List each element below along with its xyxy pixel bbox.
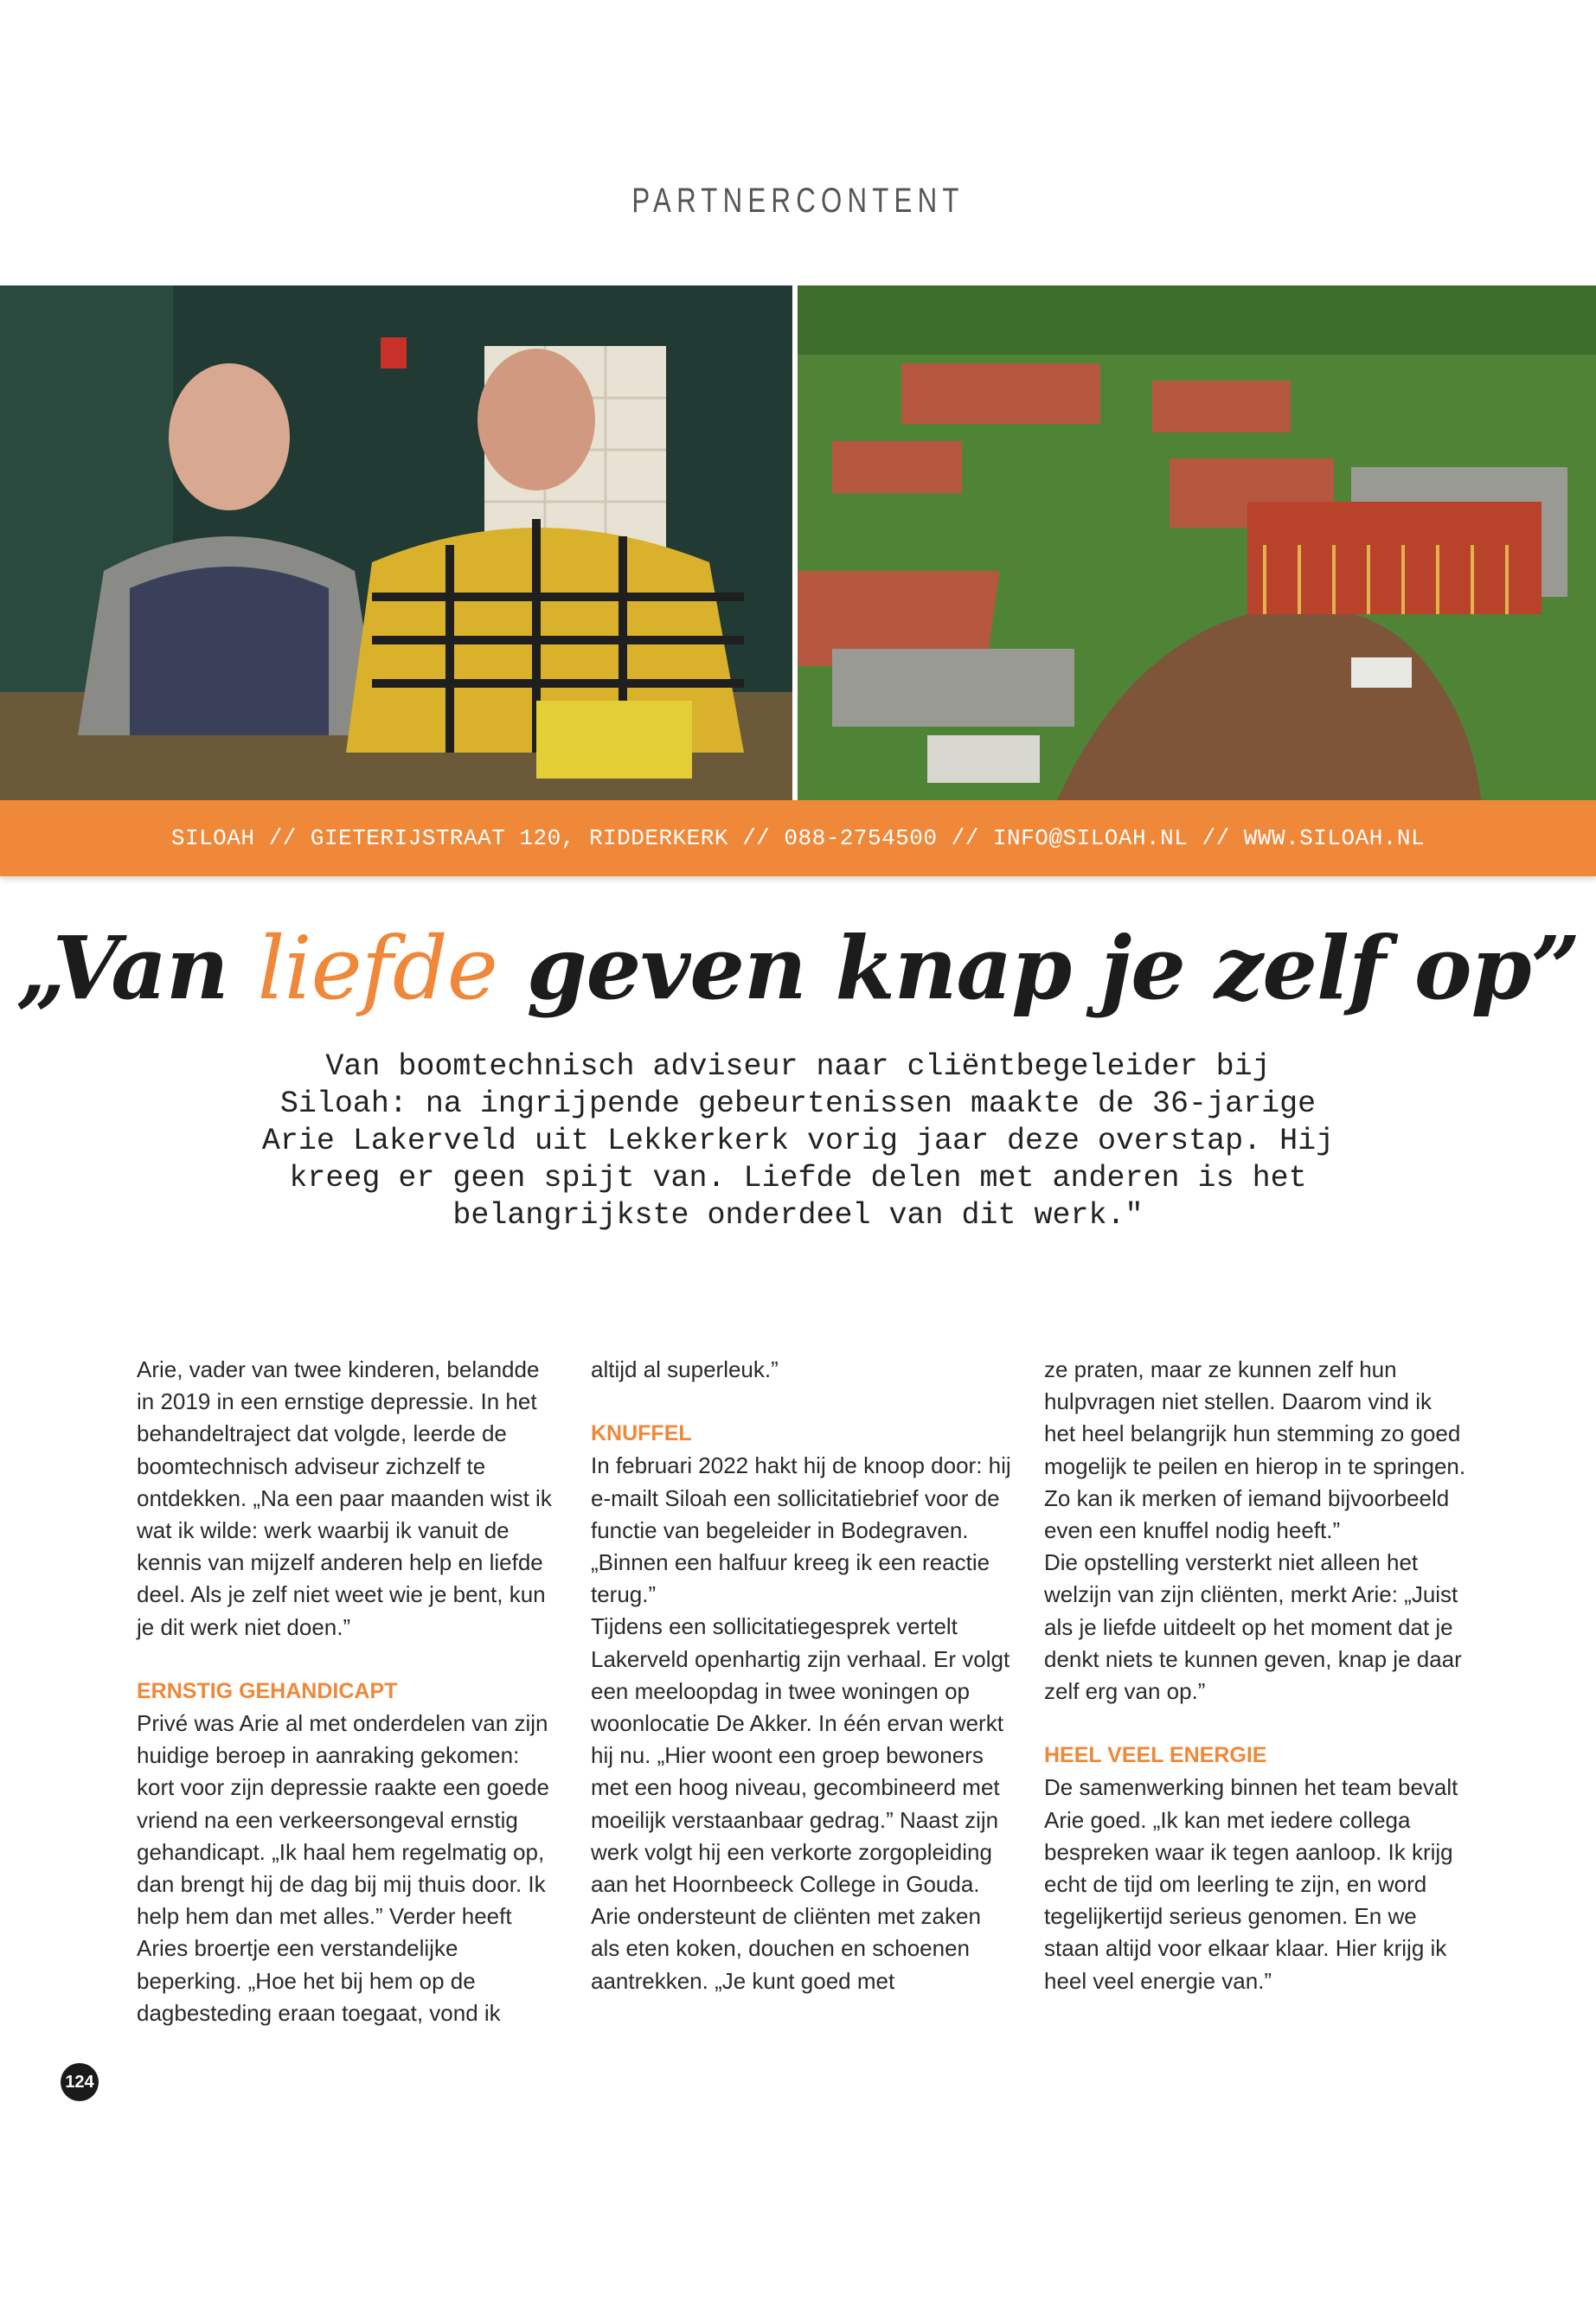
article-column-1 — [137, 1354, 561, 2029]
article-column-3 — [1044, 1354, 1468, 1997]
body-paragraph: Tijdens een sollicitatiegesprek vertelt Lakerveld openhartig zijn verhaal. Er volgt een meeloopdag in twee woningen op woonlocatie De Akker. In één ervan werkt hij nu. „Hier woont een groep bewoners met een hoog niveau, gecombineerd met moeilijk verstaanbaar gedrag.” Naast zijn werk volgt hij een verkorte zorgopleiding aan het Hoornbeeck College in Gouda. — [591, 1613, 1010, 1898]
body-paragraph: Die opstelling versterkt niet alleen het welzijn van zijn cliënten, merkt Arie: „Juist als je liefde uitdeelt op het moment dat je denkt niets te kunnen geven, knap je daar zelf erg van op.” — [1044, 1549, 1462, 1705]
headline-open: „Van — [16, 917, 258, 1019]
aerial-photo-illustration — [798, 285, 1596, 800]
body-paragraph: De samenwerking binnen het team bevalt Arie goed. „Ik kan met iedere collega bespreken waar ik tegen aanloop. Ik krijg echt de tijd om leerling te zijn, en word tegelijkertijd serieus genomen. En we staan altijd voor elkaar klaar. Hier krijg ik heel veel energie van.” — [1044, 1774, 1458, 1994]
aerial-photo — [798, 285, 1596, 800]
subheading: ERNSTIG GEHANDICAPT — [137, 1678, 398, 1703]
body-paragraph: In februari 2022 hakt hij de knoop door: hij e-mailt Siloah een sollicitatiebrief voor de functie van begeleider in Bodegraven. „Binnen een halfuur kreeg ik een reactie terug.” — [591, 1452, 1011, 1608]
subheading: KNUFFEL — [591, 1421, 692, 1446]
body-paragraph: Arie ondersteunt de cliënten met zaken als eten koken, douchen en schoenen aantrekken. „Je kunt goed met — [591, 1903, 981, 1994]
subheading: HEEL VEEL ENERGIE — [1044, 1743, 1267, 1768]
intro-paragraph: Van boomtechnisch adviseur naar cliëntbegeleider bij Siloah: na ingrijpende gebeurtenissen maakte de 36-jarige Arie Lakerveld uit Lekkerkerk vorig jaar deze overstap. Hij kreeg er geen spijt van. Liefde delen met anderen is het belangrijkste onderdeel van dit werk." — [261, 1049, 1335, 1233]
body-paragraph: Arie, vader van twee kinderen, belandde in 2019 in een ernstige depressie. In het behandeltraject dat volgde, leerde de boomtechnisch adviseur zichzelf te ontdekken. „Na een paar maanden wist ik wat ik wilde: werk waarbij ik vanuit de kennis van mijzelf anderen help en liefde deel. Als je zelf niet weet wie je bent, kun je dit werk niet doen.” — [137, 1356, 552, 1640]
body-paragraph: altijd al superleuk.” — [591, 1356, 779, 1382]
body-paragraph: Privé was Arie al met onderdelen van zijn huidige beroep in aanraking gekomen: kort voor zijn depressie raakte een goede vriend na een verkeersongeval ernstig gehandicapt. „Ik haal hem regelmatig op, dan brengt hij de dag bij mij thuis door. Ik help hem dan met alles.” Verder heeft Aries broertje een verstandelijke beperking. „Hoe het bij hem op de dagbesteding eraan toegaat, vond ik — [137, 1710, 549, 2026]
body-paragraph: ze praten, maar ze kunnen zelf hun hulpvragen niet stellen. Daarom vind ik het heel belangrijk hun stemming zo goed mogelijk te peilen en hierop in te springen. Zo kan ik merken of iemand bijvoorbeeld even een knuffel nodig heeft.” — [1044, 1356, 1466, 1544]
photo-strip — [0, 285, 1596, 800]
headline-accent-word: liefde — [257, 918, 497, 1019]
article-column-2 — [591, 1354, 1015, 1997]
workshop-photo — [0, 285, 792, 800]
section-label: PARTNERCONTENT — [631, 182, 965, 220]
headline — [0, 917, 1596, 1019]
workshop-photo-illustration — [0, 285, 792, 800]
contact-bar: SILOAH // GIETERIJSTRAAT 120, RIDDERKERK // 088-2754500 // INFO@SILOAH.NL // WWW.SILOAH.NL — [0, 800, 1596, 876]
headline-rest: geven knap je zelf op” — [497, 917, 1580, 1019]
page-number-badge: 124 — [61, 2063, 99, 2101]
